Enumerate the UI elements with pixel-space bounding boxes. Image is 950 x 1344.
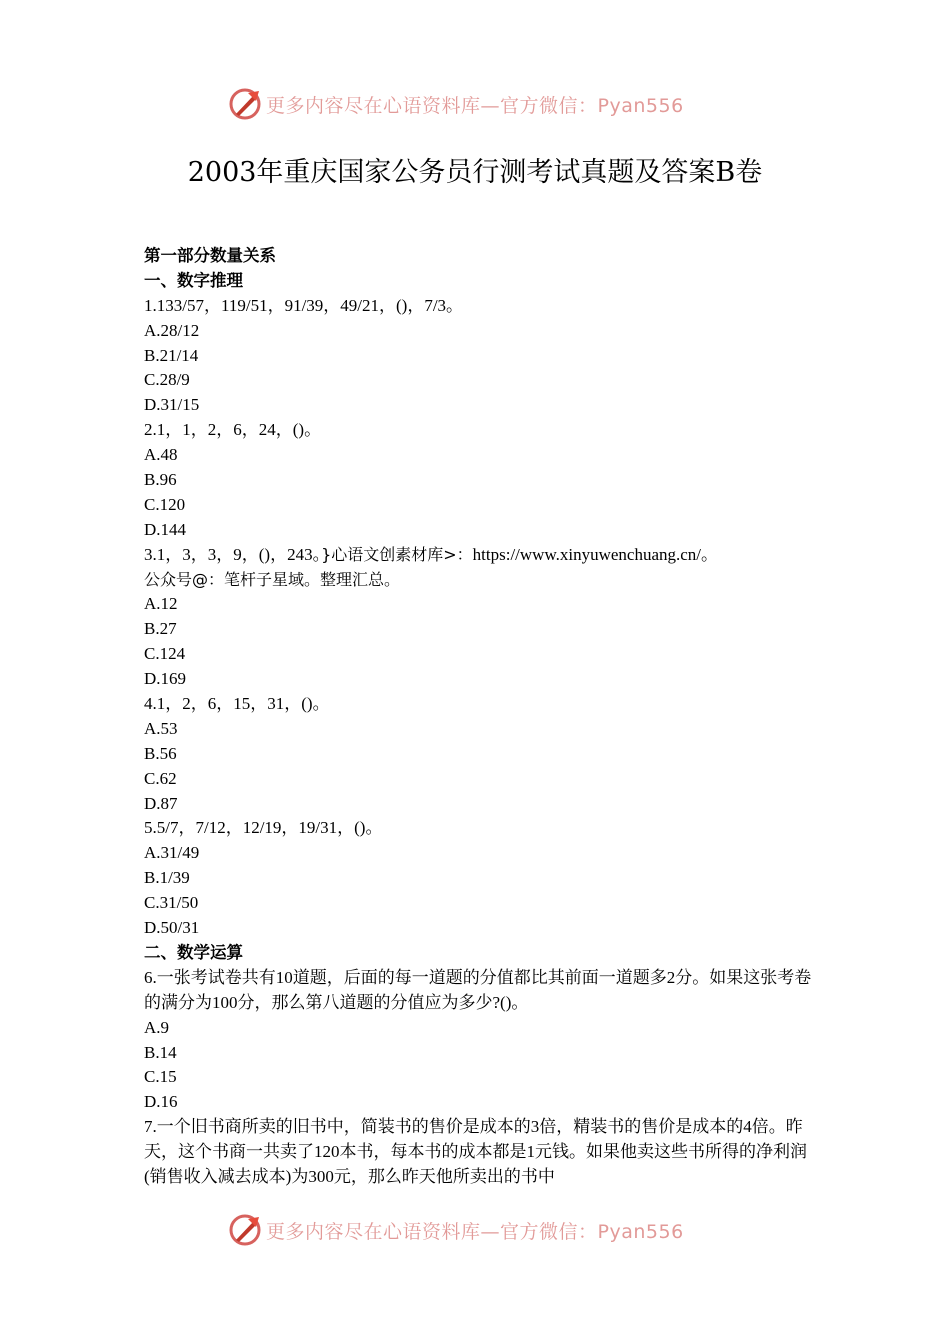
option-3b: B.27 [144, 619, 177, 639]
question-2: 2.1，1，2，6，24，()。 [144, 420, 322, 440]
option-4d: D.87 [144, 793, 178, 813]
section-heading: 一、数字推理 [144, 270, 243, 290]
question-5: 5.5/7，7/12，12/19，19/31，()。 [144, 818, 383, 838]
option-6d: D.16 [144, 1092, 178, 1112]
part-heading: 第一部分数量关系 [144, 246, 276, 265]
option-3d: D.169 [144, 669, 187, 689]
page-title: 2003年重庆国家公务员行测考试真题及答案B卷 [187, 157, 763, 188]
question-4: 4.1，2，6，15，31，()。 [144, 694, 330, 714]
promo-text: }心语文创素材库>： [321, 544, 473, 564]
option-2a: A.48 [144, 445, 178, 465]
option-6c: C.15 [144, 1067, 177, 1087]
option-1b: B.21/14 [144, 345, 199, 365]
question-7: 7.一个旧书商所卖的旧书中，简装书的售价是成本的3倍，精装书的售价是成本的4倍。昨天，这个书商一共卖了120本书，每本书的成本都是1元钱。如果他卖这些书所得的净利润(销售收入减去成本)为300元，那么昨天他所卖出的书中 [144, 1117, 807, 1187]
option-2b: B.96 [144, 470, 177, 490]
question-3-text: 3.1，3，3，9，()，243。 [144, 544, 322, 564]
section-heading: 二、数学运算 [144, 942, 243, 962]
question-6: 6.一张考试卷共有10道题，后面的每一道题的分值都比其前面一道题多2分。如果这张考卷的满分为100分，那么第八道题的分值应为多少?()。 [144, 967, 812, 1012]
promo-text-2: 公众号@：笔杆子星域。整理汇总。 [144, 569, 401, 589]
banner-text: 更多内容尽在心语资料库—官方微信：Pyan556 [266, 94, 684, 117]
option-1a: A.28/12 [144, 320, 200, 340]
option-6b: B.14 [144, 1042, 177, 1062]
option-3c: C.124 [144, 644, 186, 664]
option-5d: D.50/31 [144, 918, 200, 938]
option-6a: A.9 [144, 1017, 170, 1037]
banner-text: 更多内容尽在心语资料库—官方微信：Pyan556 [266, 1220, 684, 1243]
option-2d: D.144 [144, 519, 187, 539]
option-1c: C.28/9 [144, 370, 190, 390]
footer-watermark-banner [0, 1210, 950, 1250]
quill-pen-icon [228, 1213, 262, 1247]
option-1d: D.31/15 [144, 395, 200, 415]
option-2c: C.120 [144, 494, 186, 514]
option-3a: A.12 [144, 594, 178, 614]
document-body [144, 244, 812, 1190]
option-5c: C.31/50 [144, 893, 199, 913]
option-5b: B.1/39 [144, 868, 190, 888]
quill-pen-icon [228, 87, 262, 121]
option-4b: B.56 [144, 743, 177, 763]
option-5a: A.31/49 [144, 843, 200, 863]
option-4c: C.62 [144, 768, 177, 788]
header-watermark-banner [0, 84, 950, 124]
question-1: 1.133/57，119/51，91/39，49/21，()，7/3。 [144, 295, 464, 315]
option-4a: A.53 [144, 718, 178, 738]
question-3 [144, 543, 812, 568]
promo-url: https://www.xinyuwenchuang.cn/。 [472, 544, 719, 564]
